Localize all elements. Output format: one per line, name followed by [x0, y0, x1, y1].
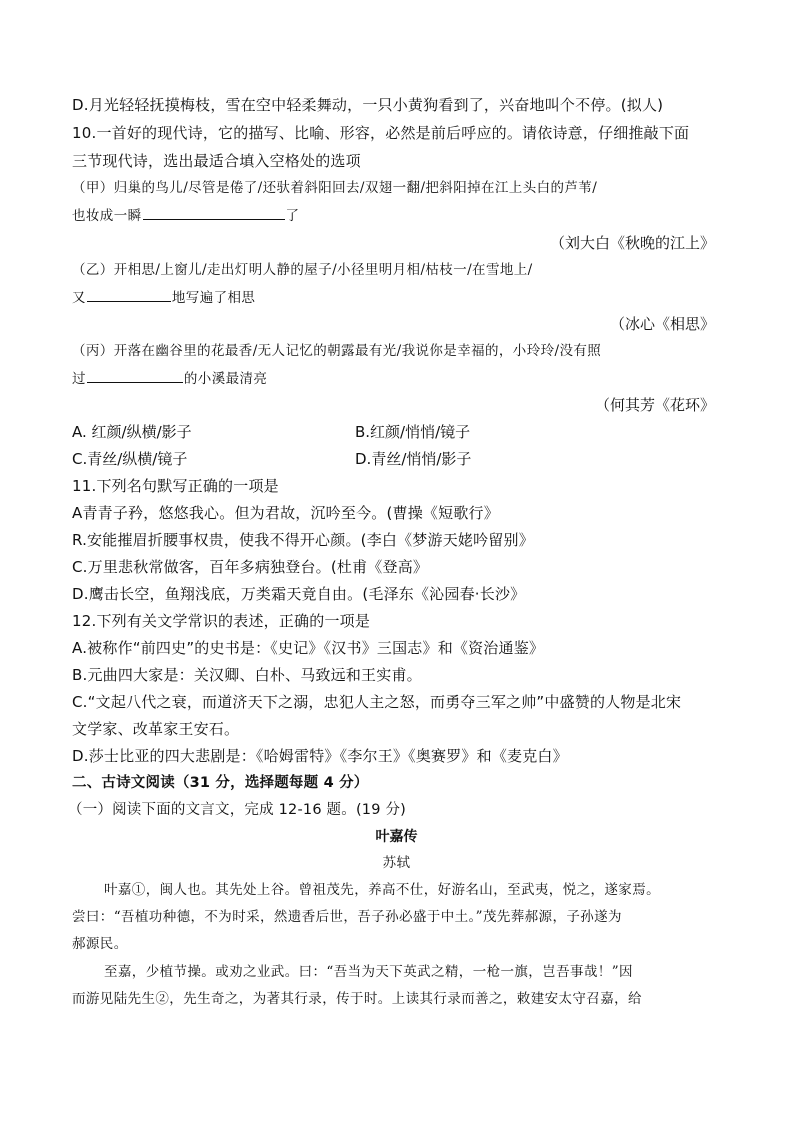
poem-bing-source: （何其芳《花环》 [594, 396, 715, 414]
q12-option-c-line1: C.“文起八代之衰，而道济天下之溺，忠犯人主之怒，而勇夺三军之帅”中盛赞的人物是北宋 [72, 693, 682, 711]
q11-stem: 11.下列名句默写正确的一项是 [72, 477, 279, 495]
q12-option-b: B.元曲四大家是：关汉卿、白朴、马致远和王实甫。 [72, 666, 422, 684]
q11-option-d: D.鹰击长空，鱼翔浅底，万类霜天竟自由。(毛泽东《沁园春·长沙》 [72, 585, 526, 603]
passage-p2-line1: 至嘉，少植节操。或劝之业武。曰：“吾当为天下英武之精，一枪一旗，岂吾事哉！”因 [104, 964, 633, 980]
q11-option-b: R.安能摧眉折腰事权贵，使我不得开心颜。(李白《梦游天姥吟留别》 [72, 531, 534, 549]
q11-option-a: A青青子矜，悠悠我心。但为君故，沉吟至今。(曹操《短歌行》 [72, 504, 499, 522]
q10-option-d: D.青丝/悄悄/影子 [355, 450, 472, 468]
poem-yi-line1: （乙）开相思/上窗儿/走出灯明人静的屋子/小径里明月相/枯枝一/在雪地上/ [72, 262, 533, 278]
poem-jia-line1: （甲）归巢的鸟儿/尽管是倦了/还驮着斜阳回去/双翅一翻/把斜阳掉在江上头白的芦苇/ [72, 180, 598, 196]
passage-p1-line3: 郝源民。 [72, 936, 128, 952]
q10-stem-line1: 10.一首好的现代诗，它的描写、比喻、形容，必然是前后呼应的。请依诗意，仔细推敲下面 [72, 124, 690, 142]
poem-bing-line2 [72, 367, 267, 390]
poem-jia-text: 也妆成一瞬 [72, 208, 142, 224]
blank-2 [87, 286, 171, 302]
poem-yi-source: （冰心《相思》 [609, 315, 715, 333]
passage-p1-line2: 尝曰：“吾植功种德，不为时采，然遗香后世，吾子孙必盛于中土。”茂先葬郝源，子孙遂为 [72, 909, 622, 925]
poem-jia-line2 [72, 204, 299, 227]
q10-stem-line2: 三节现代诗，选出最适合填入空格处的选项 [72, 152, 361, 170]
q10-option-a: A. 红颜/纵横/影子 [72, 423, 192, 441]
poem-bing-line1: （丙）开落在幽谷里的花最香/无人记忆的朝露最有光/我说你是幸福的，小玲玲/没有照 [72, 343, 602, 359]
q12-option-d: D.莎士比亚的四大悲剧是：《哈姆雷特》《李尔王》《奥赛罗》和《麦克白》 [72, 747, 568, 765]
blank-1 [143, 204, 285, 220]
q10-option-b: B.红颜/悄悄/镜子 [355, 423, 471, 441]
blank-3 [87, 367, 183, 383]
poem-yi-end: 地写遍了相思 [171, 290, 256, 306]
passage-p2-line2: 而游见陆先生②，先生奇之，为著其行录，传于时。上读其行录而善之，敕建安太守召嘉，给 [72, 991, 642, 1007]
q12-option-c-line2: 文学家、改革家王安石。 [72, 720, 240, 738]
poem-bing-text: 过 [72, 371, 86, 387]
passage-title: 叶嘉传 [375, 829, 418, 845]
q11-option-c: C.万里悲秋常做客，百年多病独登台。(杜甫《登高》 [72, 558, 429, 576]
q12-option-a: A.被称作“前四史”的史书是：《史记》《汉书》三国志》和《资治通鉴》 [72, 639, 545, 657]
q10-option-c: C.青丝/纵横/镜子 [72, 450, 188, 468]
q12-stem: 12.下列有关文学常识的表述，正确的一项是 [72, 612, 371, 630]
poem-jia-source: （刘大白《秋晚的江上》 [549, 234, 715, 252]
section-heading: 二、古诗文阅读（31 分，选择题每题 4 分） [72, 775, 369, 791]
passage-author: 苏轼 [382, 855, 411, 871]
q9-option-d: D.月光轻轻抚摸梅枝，雪在空中轻柔舞动，一只小黄狗看到了，兴奋地叫个不停。(拟人) [72, 96, 664, 114]
passage-p1-line1: 叶嘉①，闽人也。其先处上谷。曾祖茂先，养高不仕，好游名山，至武夷，悦之，遂家焉。 [104, 882, 660, 898]
poem-jia-end: 了 [285, 208, 300, 224]
poem-yi-line2 [72, 286, 255, 309]
poem-yi-text: 又 [72, 290, 86, 306]
poem-bing-end: 的小溪最清亮 [183, 371, 268, 387]
subsection-heading: （一）阅读下面的文言文，完成 12-16 题。(19 分) [68, 802, 407, 818]
